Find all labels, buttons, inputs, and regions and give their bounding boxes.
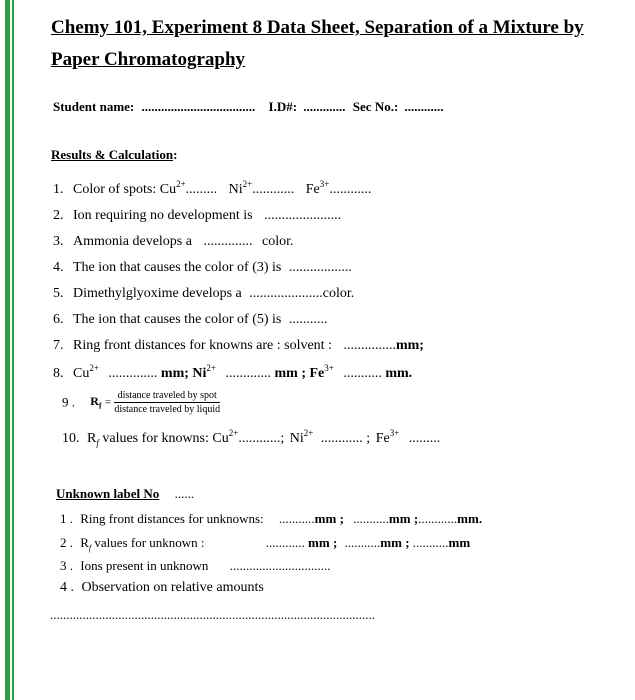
unknown-item-3 — [60, 558, 330, 574]
unknown-label-field[interactable]: ...... — [174, 486, 195, 501]
item-number: 3 . — [60, 558, 73, 573]
question-number: 9 . — [62, 394, 75, 410]
question-text: Color of spots: Cu — [73, 182, 177, 197]
cu-superscript: 2+ — [89, 363, 99, 373]
question-number: 3. — [53, 234, 64, 249]
unknown-heading-row — [56, 486, 194, 502]
answer-field[interactable]: .............. — [203, 234, 253, 249]
fraction-numerator: distance traveled by spot — [114, 390, 220, 403]
cu-label: Cu — [73, 366, 90, 381]
question-text: Dimethylglyoxime develops a — [73, 286, 242, 301]
id-field[interactable]: ............. — [303, 99, 346, 114]
sec-label: Sec No.: — [352, 99, 399, 114]
question-number: 8. — [53, 366, 64, 381]
cu-color-field[interactable]: ......... — [185, 182, 218, 197]
ni-superscript: 2+ — [303, 428, 314, 438]
unknown-heading: Unknown label No — [56, 486, 160, 501]
item-text: Ring front distances for unknowns: — [80, 511, 264, 526]
cu-unit-label: mm; Ni — [160, 366, 207, 381]
rf-letter: R — [87, 431, 97, 446]
results-heading — [51, 147, 177, 163]
ni-superscript: 2+ — [242, 179, 253, 189]
question-text: Ion requiring no development is — [73, 208, 253, 223]
unit-label-3: mm. — [457, 511, 483, 526]
question-suffix: ..color. — [315, 286, 355, 301]
id-label: I.D#: — [268, 99, 298, 114]
item-number: 2 . — [60, 535, 73, 550]
unknown-item-4 — [60, 580, 264, 596]
item-text: values for unknown : — [91, 535, 205, 550]
item-number: 1 . — [60, 511, 73, 526]
fe-superscript: 3+ — [389, 428, 400, 438]
question-suffix: color. — [261, 234, 294, 249]
solvent-distance-field[interactable]: ............... — [343, 338, 396, 353]
results-heading-colon: : — [173, 147, 178, 162]
unknown-item-1 — [60, 511, 482, 527]
rf-field-2[interactable]: ........... — [344, 535, 381, 550]
unit-label-1: mm ; — [308, 535, 338, 550]
rf-field-1[interactable]: ............ — [265, 535, 305, 550]
question-number: 10. — [62, 431, 80, 446]
ni-label: Ni — [228, 182, 243, 197]
answer-field[interactable]: ...................... — [264, 208, 342, 223]
rf-subscript: f — [88, 543, 92, 553]
question-3 — [53, 234, 293, 250]
left-margin-rule — [12, 0, 14, 700]
ni-rf-field[interactable]: ............ ; — [320, 431, 371, 446]
rf-letter: R — [90, 394, 99, 409]
document-title-line2: Paper Chromatography — [51, 49, 246, 70]
cu-superscript: 2+ — [228, 428, 239, 438]
observation-field[interactable]: .................................................................................................... — [50, 607, 375, 622]
unknown-item-2 — [60, 535, 470, 553]
question-number: 6. — [53, 312, 64, 327]
ni-superscript: 2+ — [206, 363, 216, 373]
question-5 — [53, 286, 354, 302]
question-6 — [53, 312, 327, 328]
fe-rf-field[interactable]: ......... — [408, 431, 441, 446]
question-number: 1. — [53, 182, 64, 197]
fe-unit-label: mm. — [385, 366, 413, 381]
item-number: 4 . — [60, 580, 74, 595]
rf-subscript: f — [98, 401, 102, 411]
distance-field-2[interactable]: ........... — [353, 511, 389, 526]
rf-fraction — [114, 390, 220, 415]
question-number: 7. — [53, 338, 64, 353]
answer-field[interactable]: ................... — [249, 286, 316, 301]
student-name-label: Student name: — [53, 99, 135, 114]
student-info-row — [53, 99, 444, 115]
document-title-line1: Chemy 101, Experiment 8 Data Sheet, Separation of a Mixture by — [51, 17, 584, 38]
fe-label: Fe — [375, 431, 390, 446]
question-text: The ion that causes the color of (5) is — [73, 312, 282, 327]
fe-superscript: 3+ — [324, 363, 334, 373]
distance-field-3[interactable]: ............ — [418, 511, 458, 526]
question-1 — [53, 179, 372, 198]
results-heading-text: Results & Calculation — [51, 147, 174, 162]
answer-field[interactable]: ........... — [288, 312, 328, 327]
question-text: Ring front distances for knowns are : solvent : — [73, 338, 332, 353]
question-7 — [53, 338, 424, 354]
fe-superscript: 3+ — [319, 179, 330, 189]
left-margin-bar — [5, 0, 10, 700]
question-2 — [53, 208, 341, 224]
rf-symbol — [90, 394, 102, 411]
unit-label: mm; — [395, 338, 424, 353]
cu-distance-field[interactable]: .............. — [108, 366, 158, 381]
ni-distance-field[interactable]: ............. — [225, 366, 271, 381]
answer-field[interactable]: .................. — [288, 260, 352, 275]
cu-superscript: 2+ — [176, 179, 186, 189]
unit-label-2: mm ; — [380, 535, 410, 550]
item-text: Ions present in unknown — [80, 558, 209, 573]
question-10 — [62, 428, 441, 448]
question-text: values for knowns: Cu — [98, 431, 229, 446]
question-text: Ammonia develops a — [73, 234, 192, 249]
rf-field-3[interactable]: ........... — [412, 535, 449, 550]
question-number: 4. — [53, 260, 64, 275]
unit-label-1: mm ; — [314, 511, 344, 526]
question-number: 5. — [53, 286, 64, 301]
cu-rf-field[interactable]: ............; — [238, 431, 285, 446]
fe-distance-field[interactable]: ........... — [343, 366, 382, 381]
unit-label-3: mm — [448, 535, 471, 550]
question-8 — [53, 363, 413, 382]
fe-label: Fe — [305, 182, 320, 197]
question-text: The ion that causes the color of (3) is — [73, 260, 282, 275]
ni-label: Ni — [289, 431, 304, 446]
fe-color-field[interactable]: ............ — [329, 182, 372, 197]
sec-field[interactable]: ............ — [404, 99, 444, 114]
equals-sign: = — [104, 396, 112, 409]
question-9 — [62, 390, 220, 415]
ions-field[interactable]: ............................... — [229, 558, 331, 573]
unit-label-2: mm ; — [388, 511, 419, 526]
question-number: 2. — [53, 208, 64, 223]
ni-unit-label: mm ; Fe — [274, 366, 325, 381]
rf-letter: R — [80, 535, 89, 550]
question-4 — [53, 260, 352, 276]
student-name-field[interactable]: ................................... — [141, 99, 256, 114]
rf-subscript: f — [96, 437, 99, 448]
distance-field-1[interactable]: ........... — [278, 511, 315, 526]
item-text: Observation on relative amounts — [81, 580, 264, 595]
ni-color-field[interactable]: ............ — [252, 182, 295, 197]
fraction-denominator: distance traveled by liquid — [114, 404, 221, 415]
